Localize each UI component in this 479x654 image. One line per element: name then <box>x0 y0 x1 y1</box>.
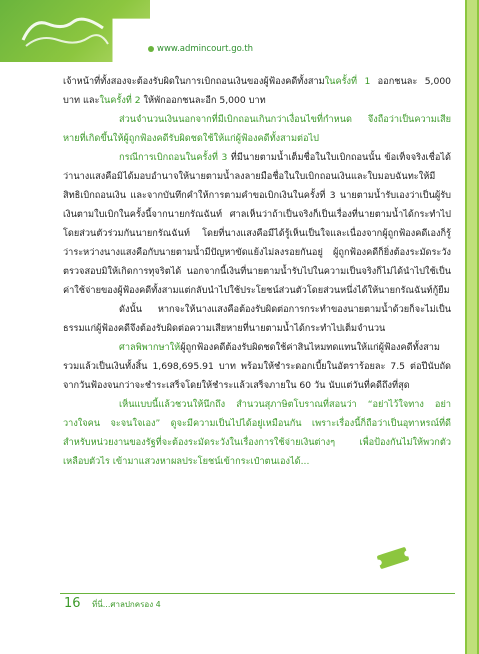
body-text: เจ้าหน้าที่ทั้งสองจะต้องรับผิดในการเบิกถอนเงินของผู้ฟ้องคดีทั้งสาม <box>63 76 325 87</box>
paragraph <box>63 338 451 395</box>
right-decor-bar <box>465 0 479 654</box>
highlighted-text: เห็นแบบนี้แล้วชวนให้นึกถึง สำนวนสุภาษิตโบราณที่สอนว่า “อย่าไว้ใจทาง อย่าวางใจคน จะจนใจเอง” ดูจะมีความเป็นไปได้อยู่เหมือนกัน เพราะเรื่องนี้ก็ถือว่าเป็นอุทาหรณ์ที่ดีสำหรับหน่วยงานของรัฐที่จะต้องระมัดระวังในเรื่องการใช้จ่ายเงินต่างๆ เพื่อป้องกันไม่ให้พวกตัวเหลือบตัวไร เข้ามาแสวงหาผลประโยชน์เข้ากระเป๋าตนเองได้... <box>63 399 451 467</box>
book-title: ที่นี่...ศาลปกครอง 4 <box>92 600 161 609</box>
site-url <box>148 44 253 54</box>
highlighted-text: ในครั้งที่ 2 <box>99 95 141 106</box>
paragraph <box>63 395 451 471</box>
paragraph <box>63 148 451 300</box>
page-number: 16 <box>64 596 81 611</box>
highlighted-text: ศาลพิพากษาให้ <box>119 342 181 353</box>
body-text: ออกชนละ 5,000 บาท และ <box>63 76 452 106</box>
paragraph <box>63 110 451 148</box>
highlighted-text: กรณีการเบิกถอนในครั้งที่ 3 <box>119 152 228 163</box>
ticket-icon <box>374 545 412 571</box>
site-url-text: www.admincourt.go.th <box>157 44 254 54</box>
header-logo <box>0 0 150 62</box>
body-text: ให้พักออกชนละอีก 5,000 บาท <box>140 95 266 106</box>
paragraph <box>63 300 451 338</box>
dot-icon <box>148 46 154 52</box>
body-text: ดังนั้น หากจะให้นางแสงคือต้องรับผิดต่อการกระทำของนายตามน้ำด้วยก็จะไม่เป็นธรรมแก่ผู้ฟ้องคดีจึงต้องรับผิดต่อความเสียหายที่นายตามน้ำได้กระทำไปเต็มจำนวน <box>63 304 451 334</box>
paragraph <box>63 72 451 110</box>
body-text: ผู้ถูกฟ้องคดีต้องรับผิดชดใช้ค่าสินไหมทดแทนให้แก่ผู้ฟ้องคดีทั้งสามรวมแล้วเป็นเงินทั้งสิ้น 1,698,695.91 บาท พร้อมให้ชำระดอกเบี้ยในอัตราร้อยละ 7.5 ต่อปีนับถัดจากวันฟ้องจนกว่าจะชำระเสร็จโดยให้ชำระแล้วเสร็จภายใน 60 วัน นับแต่วันที่คดีถึงที่สุด <box>63 342 451 391</box>
body-text: ที่มีนายตามน้ำเต็มชื่อในใบเบิกถอนนั้น ข้อเท็จจริงเชื่อได้ว่านางแสงคือมิได้มอบอำนาจให้นายตามน้ำลงลายมือชื่อในใบเบิกถอนเงินและใบมอบฉันทะให้มีสิทธิเบิกถอนเงิน และจากบันทึกคำให้การตามคำขอเบิกเงินในครั้งที่ 3 นายตามน้ำรับเองว่าเป็นผู้รับเงินตามใบเบิกในครั้งนี้จากนายกรัณฉันท์ ศาลเห็นว่าถ้าเป็นจริงก็เป็นเรื่องที่นายตามน้ำได้กระทำไปโดยส่วนตัวร่วมกันนายกรัณฉันท์ โดยที่นางแสงคือมีได้รู้เห็นเป็นใจและเนื่องจากผู้ถูกฟ้องคดีเองก็รู้ว่าระหว่างนางแสงคือกับนายตามน้ำมีปัญหาขัดแย้งไม่ลงรอยกันอยู่ ผู้ถูกฟ้องคดีก็ยิ่งต้องระมัดระวังตรวจสอบมิให้เกิดการทุจริตได้ นอกจากนี้เงินที่นายตามน้ำรับไปในความเป็นจริงก็ไม่ได้นำไปใช้เป็นค่าใช้จ่ายของผู้ฟ้องคดีทั้งสามแต่กลับนำไปใช้ประโยชน์ส่วนตัวโดยส่วนหนึ่งได้ให้นายกรัณฉันท์กู้ยืม <box>63 152 451 296</box>
highlighted-text: ส่วนจำนวนเงินนอกจากที่มีเบิกถอนเกินกว่าเงื่อนไขที่กำหนด จึงถือว่าเป็นความเสียหายที่เกิดขึ้นให้ผู้ถูกฟ้องคดีรับผิดชดใช้ให้แก่ผู้ฟ้องคดีทั้งสามต่อไป <box>63 114 451 144</box>
article-body <box>63 72 451 471</box>
brush-logo-icon <box>18 10 113 52</box>
footer-divider <box>60 593 455 594</box>
highlighted-text: ในครั้งที่ 1 <box>324 76 371 87</box>
